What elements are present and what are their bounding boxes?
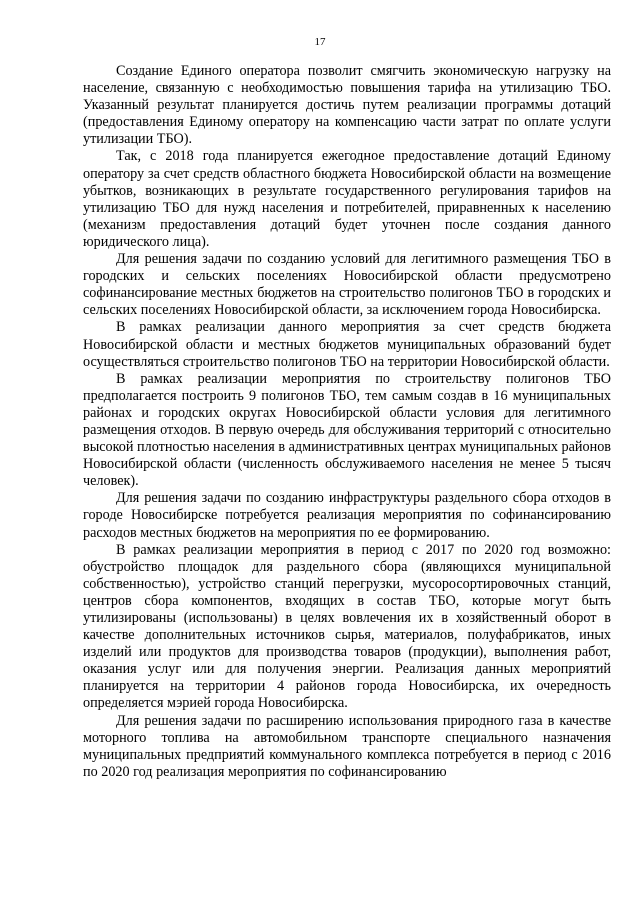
- paragraph: В рамках реализации данного мероприятия за счет средств бюджета Новосибирской области и местных бюджетов муниципальных образований будет осуществляться строительство полигонов ТБО на территории Новосибирской области.: [83, 319, 611, 370]
- paragraph: В рамках реализации мероприятия в период с 2017 по 2020 год возможно: обустройство площадок для раздельного сбора (являющихся муниципальной собственностью), устройство станций перегрузки, мусоросортировочных станций, центров сбора компонентов, входящих в состав ТБО, которые могут быть утилизированы (использованы) в целях вовлечения их в хозяйственный оборот в качестве дополнительных источников сырья, материалов, полуфабрикатов, иных изделий или продуктов для производства товаров (продукции), выполнения работ, оказания услуг или для получения энергии. Реализация данных мероприятий планируется на территории 4 районов города Новосибирска, их очередность определяется мэрией города Новосибирска.: [83, 541, 611, 712]
- body-text: [83, 63, 611, 781]
- paragraph: В рамках реализации мероприятия по строительству полигонов ТБО предполагается построить 9 полигонов ТБО, тем самым создав в 16 муниципальных районах и городских округах Новосибирской области условия для легитимного размещения отходов. В первую очередь для обслуживания территорий с относительно высокой плотностью населения в административных центрах муниципальных районов Новосибирской области (численность обслуживаемого населения не менее 5 тысяч человек).: [83, 370, 611, 490]
- paragraph: Для решения задачи по расширению использования природного газа в качестве моторного топлива на автомобильном транспорте специального назначения муниципальных предприятий коммунального комплекса потребуется в период с 2016 по 2020 год реализация мероприятия по софинансированию: [83, 712, 611, 780]
- paragraph: Для решения задачи по созданию инфраструктуры раздельного сбора отходов в городе Новосибирске потребуется реализация мероприятия по софинансированию расходов местных бюджетов на мероприятия по ее формированию.: [83, 490, 611, 541]
- page-number: 17: [314, 36, 326, 48]
- paragraph: Для решения задачи по созданию условий для легитимного размещения ТБО в городских и сельских поселениях Новосибирской области предусмотрено софинансирование местных бюджетов на строительство полигонов ТБО в городских и сельских поселениях Новосибирской области, за исключением города Новосибирска.: [83, 251, 611, 319]
- paragraph: Так, с 2018 года планируется ежегодное предоставление дотаций Единому оператору за счет средств областного бюджета Новосибирской области на возмещение убытков, возникающих в результате государственного регулирования тарифов на утилизацию ТБО для нужд населения и потребителей, приравненных к населению (механизм предоставления дотаций будет уточнен после создания данного юридического лица).: [83, 148, 611, 250]
- paragraph: Создание Единого оператора позволит смягчить экономическую нагрузку на население, связанную с необходимостью повышения тарифа на утилизацию ТБО. Указанный результат планируется достичь путем реализации программы дотаций (предоставления Единому оператору на компенсацию части затрат по оплате услуги утилизации ТБО).: [83, 63, 611, 148]
